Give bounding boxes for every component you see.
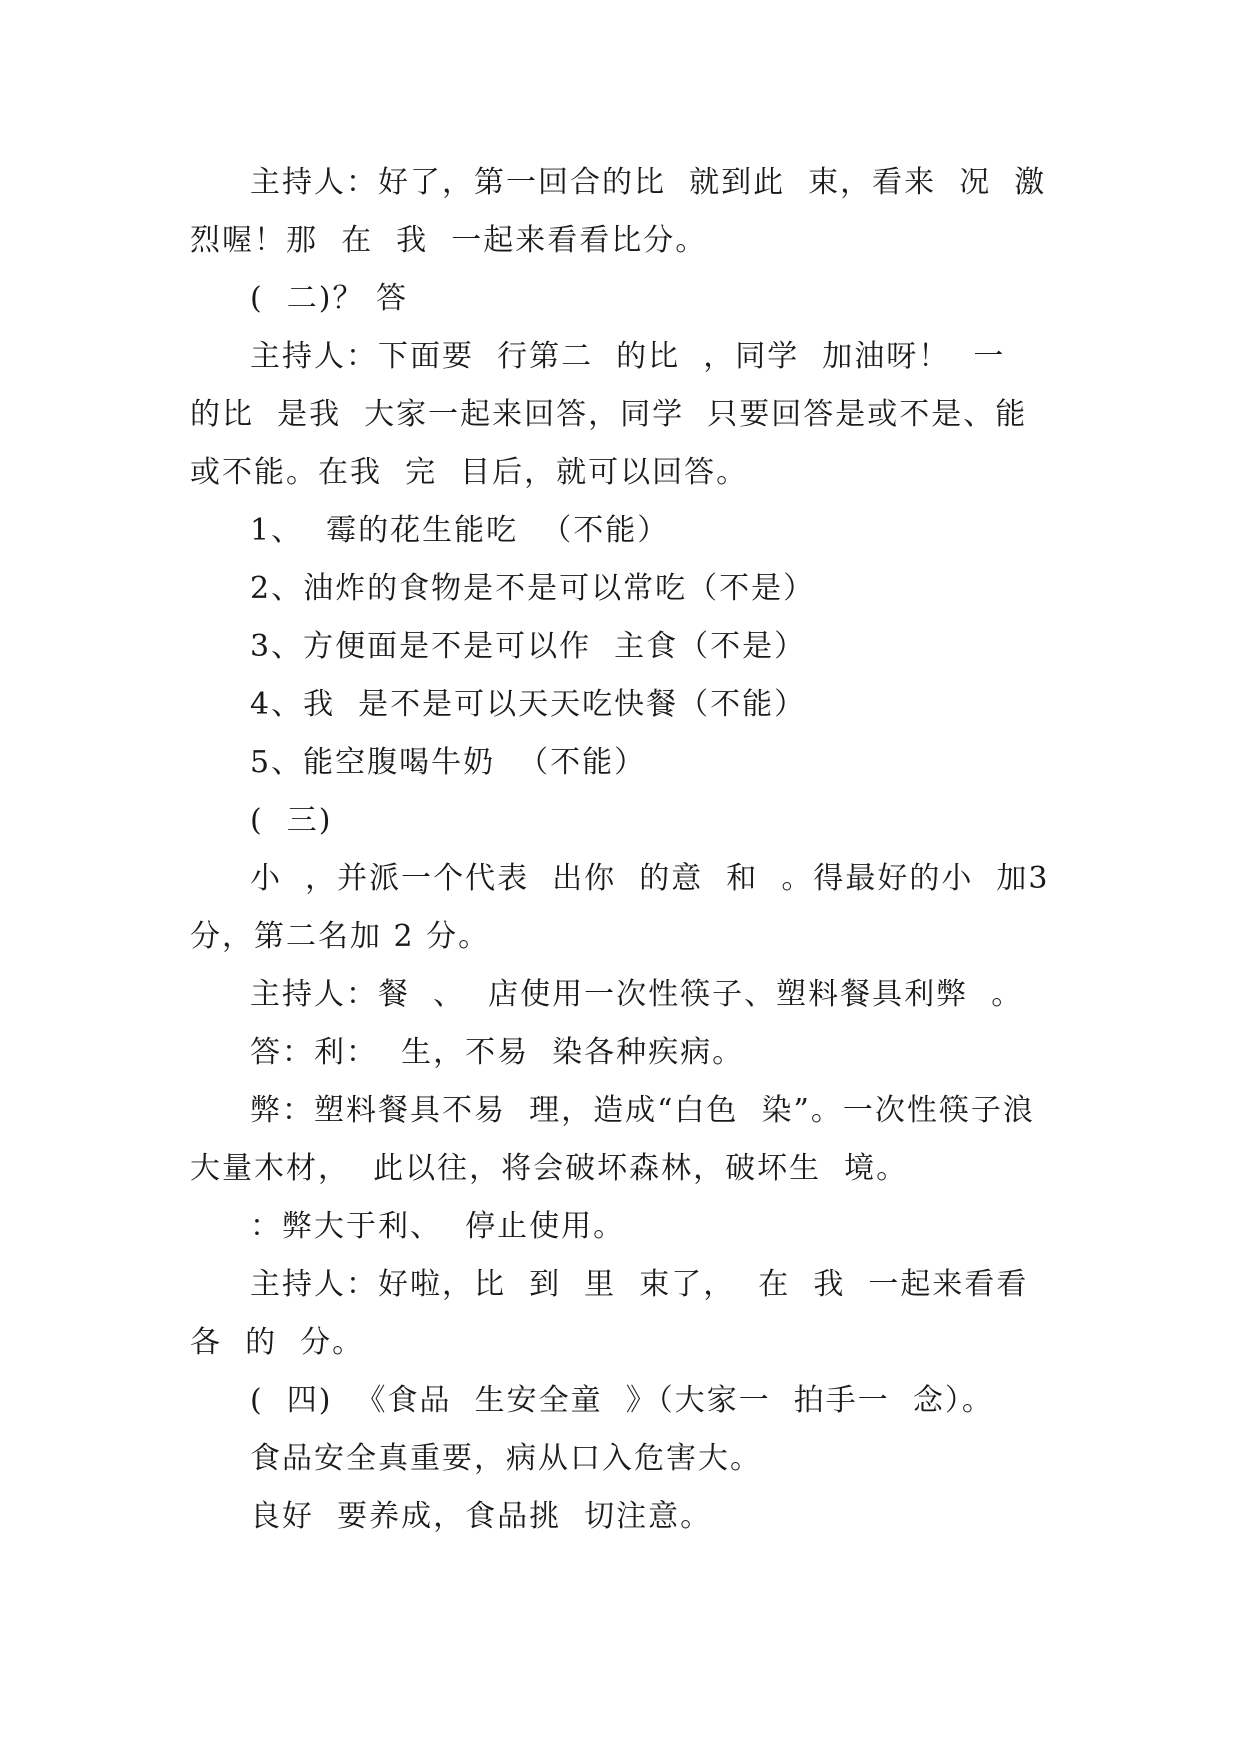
section-heading-four: ( 四) 《食品 生安全童 》（大家一 拍手一 念）。: [250, 1383, 994, 1418]
question-item-5: 5、能空腹喝牛奶 （不能）: [250, 745, 647, 780]
section-heading-two: ( 二)？ 答: [250, 281, 409, 316]
question-item-3: 3、方便面是不是可以作 主食（不是）: [250, 629, 807, 664]
question-item-1: 1、 霉的花生能吃 （不能）: [250, 513, 670, 548]
rhyme-line-1: 食品安全真重要，病从口入危害大。: [250, 1441, 762, 1476]
rhyme-line-2: 良好 要养成，食品挑 切注意。: [250, 1499, 713, 1534]
paragraph-answer-advantage: 答：利： 生，不易 染各种疾病。: [250, 1035, 745, 1070]
question-item-2: 2、油炸的食物是不是可以常吃（不是）: [250, 571, 816, 606]
document-page: [190, 154, 1058, 1546]
paragraph-group-discussion: 小 ，并派一个代表 出你 的意 和 。得最好的小 加3分，第二名加 2 分。: [190, 861, 1050, 954]
paragraph-conclusion: ：弊大于利、 停止使用。: [250, 1209, 626, 1244]
paragraph-host-round-three-end: 主持人：好啦，比 到 里 束了， 在 我 一起来看看各 的 分。: [190, 1267, 1029, 1360]
paragraph-answer-disadvantage: 弊：塑料餐具不易 理，造成“白色 染”。一次性筷子浪 大量木材， 此以往，将会破坏森林，破坏生 境。: [190, 1093, 1058, 1186]
paragraph-host-round-two-intro: 主持人：下面要 行第二 的比 ，同学 加油呀！ 一 的比 是我 大家一起来回答，同学 只要回答是或不是、能或不能。在我 完 目后，就可以回答。: [190, 339, 1029, 490]
paragraph-host-round-one-end: 主持人：好了，第一回合的比 就到此 束，看来 况 激烈喔！那 在 我 一起来看看比分。: [190, 165, 1047, 258]
paragraph-host-tableware-question: 主持人：餐 、 店使用一次性筷子、塑料餐具利弊 。: [250, 977, 1024, 1012]
question-item-4: 4、我 是不是可以天天吃快餐（不能）: [250, 687, 807, 722]
section-heading-three: ( 三): [250, 803, 333, 838]
